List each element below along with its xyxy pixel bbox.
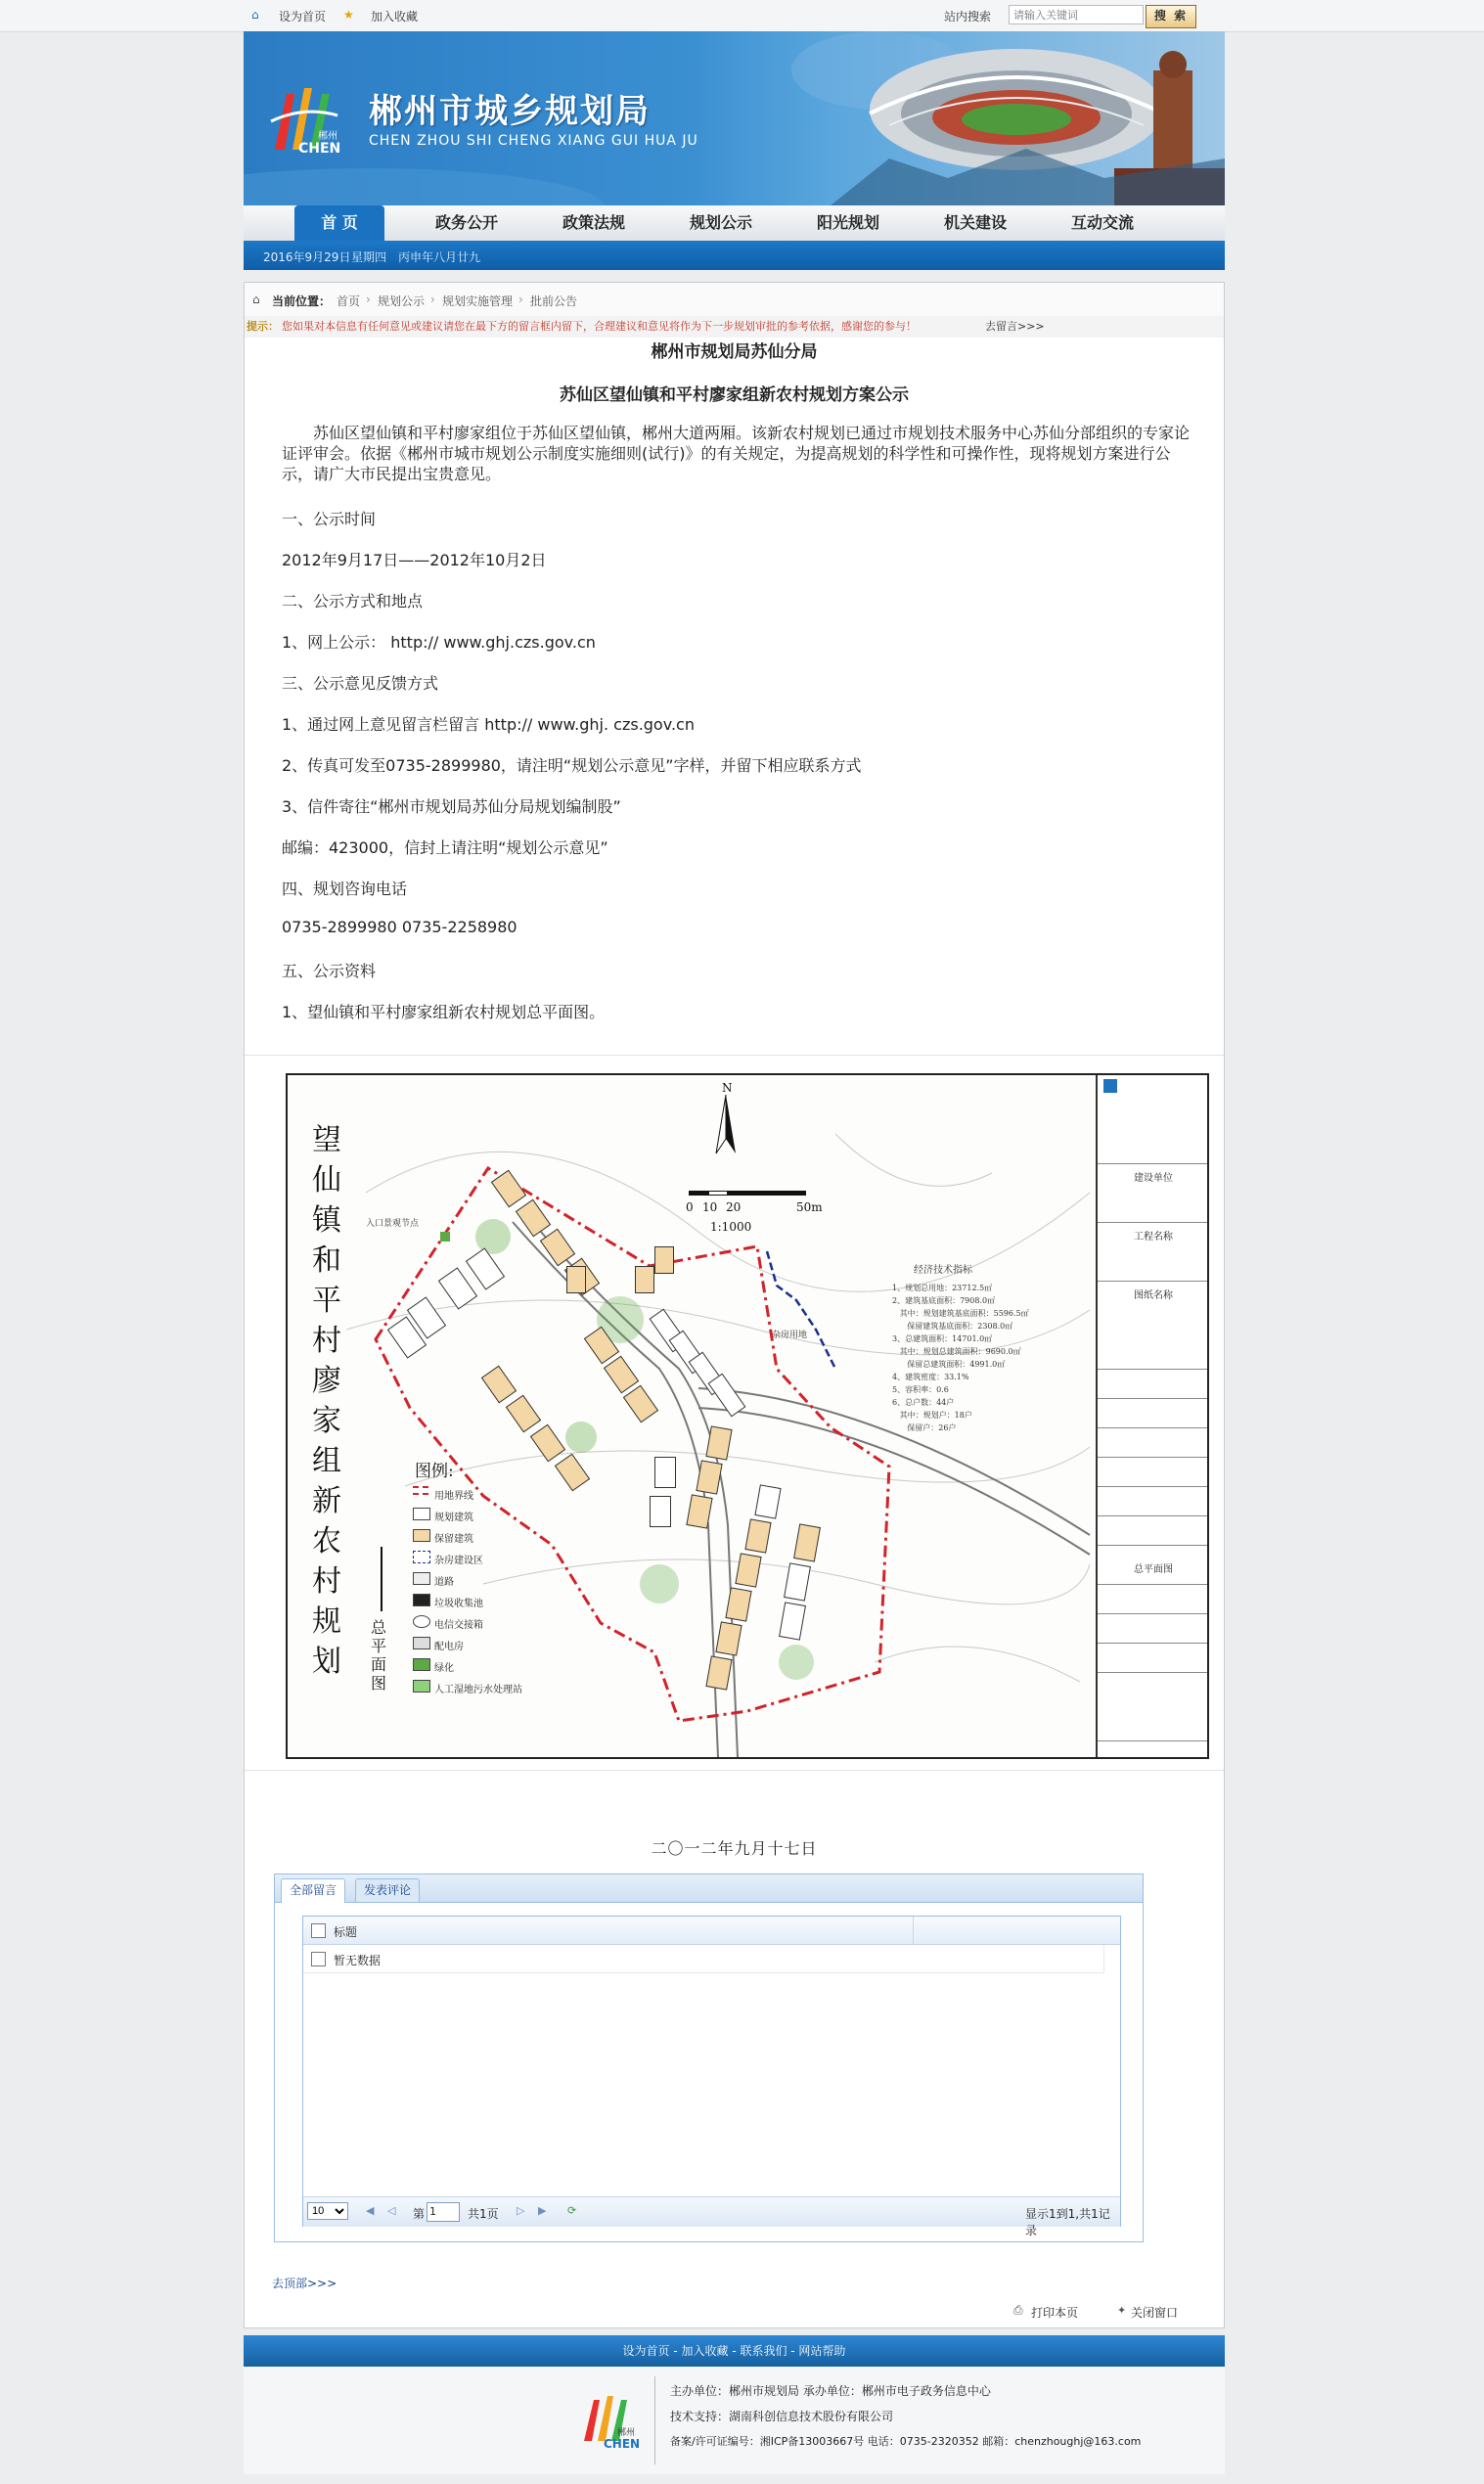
divider [245, 1055, 1224, 1056]
legend-item: 保留建筑 [434, 1534, 473, 1545]
content-panel [244, 282, 1225, 2328]
legend-swatch [413, 1486, 428, 1495]
page-input[interactable]: 1 [427, 2202, 460, 2222]
site-title: 郴州市城乡规划局 [369, 92, 651, 131]
stadium-image [870, 49, 1163, 170]
article-line: 2、传真可发至0735-2899980，请注明“规划公示意见”字样，并留下相应联系方式 [282, 756, 862, 775]
map-title-char: 组 [312, 1444, 341, 1478]
search-input[interactable] [1009, 5, 1144, 24]
nav-home[interactable]: 首 页 [294, 205, 384, 241]
map-title-char: 村 [312, 1324, 341, 1358]
legend-item: 配电房 [434, 1642, 464, 1652]
map-title-char: 镇 [312, 1203, 341, 1238]
leave-comment-link[interactable]: 去留言>>> [985, 320, 1045, 333]
legend-swatch [413, 1572, 430, 1585]
home-icon[interactable]: ⌂ [251, 8, 259, 22]
site-plan-image [286, 1073, 1209, 1759]
tb-client: 建设单位 [1134, 1173, 1173, 1184]
set-home-link[interactable]: 设为首页 [279, 10, 327, 23]
search-button[interactable]: 搜 索 [1146, 5, 1196, 28]
misc-area-line [767, 1251, 835, 1369]
scale-tick: 20 [726, 1200, 742, 1214]
map-subtitle-char: 总 [371, 1618, 387, 1637]
nav-government-affairs[interactable]: 政务公开 [434, 213, 498, 232]
legend-item: 规划建筑 [434, 1513, 473, 1523]
map-title-char: 仙 [312, 1163, 341, 1197]
section-heading: 一、公示时间 [282, 510, 377, 528]
scale-ratio: 1:1000 [710, 1220, 752, 1234]
company-logo-icon [1103, 1079, 1117, 1093]
footer [244, 2367, 1225, 2474]
breadcrumb-label: 当前位置： [272, 294, 332, 308]
tip-bar [245, 316, 1224, 338]
grid-header [303, 1917, 1120, 1945]
breadcrumb [245, 283, 1224, 317]
site-subtitle: CHEN ZHOU SHI CHENG XIANG GUI HUA JU [369, 133, 698, 149]
legend-swatch [413, 1615, 430, 1628]
map-title-char: 规 [312, 1604, 341, 1639]
econ-line: 其中：规划建筑基底面积：5596.5㎡ [892, 1309, 1029, 1318]
article-line: 0735-2899980 0735-2258980 [282, 918, 517, 936]
north-arrow-icon [697, 1085, 755, 1163]
top-bar [0, 0, 1484, 32]
econ-title: 经济技术指标 [914, 1265, 972, 1276]
table-row[interactable] [303, 1945, 1104, 1973]
refresh-icon[interactable]: ⟳ [567, 2204, 577, 2217]
current-weekday: 星期四 [351, 250, 387, 264]
close-window-link[interactable]: 关闭窗口 [1131, 2306, 1179, 2320]
lunar-date: 丙申年八月廿九 [398, 250, 481, 264]
last-page-icon[interactable]: ▶ [538, 2204, 547, 2217]
econ-line: 其中：规划户：18户 [892, 1411, 972, 1420]
legend-item: 杂房建设区 [434, 1556, 483, 1566]
article-line: 1、望仙镇和平村廖家组新农村规划总平面图。 [282, 1003, 606, 1021]
divider [245, 1770, 1224, 1771]
legend-item: 绿化 [434, 1663, 454, 1674]
chevron-right-icon: › [430, 293, 435, 306]
date-bar [244, 241, 1225, 270]
footer-logo-brand: CHEN [604, 2437, 641, 2451]
map-subtitle-char: 平 [371, 1637, 387, 1655]
econ-line: 1、规划总用地：23712.5㎡ [892, 1284, 993, 1292]
breadcrumb-implementation[interactable]: 规划实施管理 [442, 294, 514, 308]
scale-tick: 10 [702, 1200, 718, 1214]
section-heading: 三、公示意见反馈方式 [282, 674, 439, 693]
section-heading: 二、公示方式和地点 [282, 592, 424, 610]
current-date: 2016年9月29日 [263, 250, 351, 264]
legend-swatch [413, 1594, 430, 1606]
tb-sheet-name: 总平面图 [1134, 1564, 1173, 1575]
prev-page-icon[interactable]: ◁ [387, 2204, 396, 2217]
add-favorite-link[interactable]: 加入收藏 [371, 10, 419, 23]
search-label: 站内搜索 [944, 10, 992, 23]
map-title-char: 新 [312, 1484, 341, 1518]
page-prefix: 第 [413, 2207, 426, 2221]
econ-line: 6、总户数：44户 [892, 1398, 955, 1407]
logo-brand-text: CHEN [298, 141, 341, 157]
row-checkbox[interactable] [311, 1952, 326, 1966]
building-block [650, 1496, 671, 1527]
article-line: 2012年9月17日——2012年10月2日 [282, 551, 547, 569]
breadcrumb-planning-notice[interactable]: 规划公示 [378, 294, 426, 308]
building-block [635, 1266, 654, 1293]
building-block [566, 1266, 586, 1293]
article-title: 苏仙区望仙镇和平村廖家组新农村规划方案公示 [560, 385, 909, 405]
nav-organization[interactable]: 机关建设 [943, 213, 1007, 232]
econ-line: 保留建筑基底面积：2308.0㎡ [892, 1322, 1013, 1331]
tab-all-comments[interactable]: 全部留言 [281, 1878, 345, 1903]
econ-line: 保留户：26户 [892, 1423, 957, 1432]
title-block [1096, 1075, 1209, 1757]
first-page-icon[interactable]: ◀ [366, 2204, 375, 2217]
chevron-right-icon: › [366, 293, 371, 306]
article-line: 1、网上公示： http:// www.ghj.czs.gov.cn [282, 633, 596, 652]
logo-small-text: 郴州 [318, 131, 337, 142]
econ-line: 保留总建筑面积：4991.0㎡ [892, 1360, 1006, 1369]
printer-icon[interactable]: ⎙ [1013, 2303, 1023, 2317]
footer-divider [654, 2376, 655, 2464]
north-label: N [722, 1081, 733, 1095]
footer-tech: 技术支持：湖南科创信息技术股份有限公司 [670, 2410, 894, 2423]
map-title-char: 廖 [312, 1364, 341, 1398]
building-block [654, 1246, 674, 1274]
legend-item: 道路 [434, 1577, 454, 1588]
label-entrance: 入口景观节点 [366, 1219, 420, 1229]
comments-grid [302, 1916, 1121, 2237]
legend-item: 垃圾收集池 [434, 1599, 483, 1609]
map-title-char: 望 [312, 1123, 341, 1157]
site-plan-drawing [288, 1075, 1096, 1757]
legend-title: 图例: [415, 1462, 454, 1481]
footer-nav[interactable]: 设为首页 - 加入收藏 - 联系我们 - 网站帮助 [244, 2335, 1225, 2367]
map-title-char: 划 [312, 1645, 341, 1679]
select-all-checkbox[interactable] [311, 1923, 326, 1938]
map-title-char: 村 [312, 1564, 341, 1599]
scale-tick: 0 [686, 1200, 694, 1214]
legend-swatch [413, 1551, 430, 1563]
nav-planning-notice[interactable]: 规划公示 [689, 213, 752, 232]
article-line: 3、信件寄往“郴州市规划局苏仙分局规划编制股” [282, 797, 621, 816]
section-heading: 五、公示资料 [282, 962, 377, 980]
scale-bar [689, 1191, 806, 1196]
article-line: 邮编：423000，信封上请注明“规划公示意见” [282, 838, 608, 857]
tb-drawing: 图纸名称 [1134, 1290, 1173, 1301]
article-line: 1、通过网上意见留言栏留言 http:// www.ghj. czs.gov.cn [282, 715, 695, 734]
nav-interaction[interactable]: 互动交流 [1070, 213, 1134, 232]
legend-swatch [413, 1508, 430, 1520]
main-nav [244, 205, 1225, 243]
breadcrumb-pre-approval[interactable]: 批前公告 [530, 294, 578, 308]
print-page-link[interactable]: 打印本页 [1031, 2306, 1079, 2320]
column-title: 标题 [334, 1925, 358, 1939]
legend-swatch [413, 1658, 430, 1671]
econ-line: 2、建筑基底面积：7908.0㎡ [892, 1296, 996, 1305]
tip-text: 您如果对本信息有任何意见或建议请您在最下方的留言框内留下，合理建议和意见将作为下一步规划审批的参考依据，感谢您的参与！ [282, 320, 917, 333]
building-block [654, 1457, 676, 1488]
legend-swatch [413, 1680, 430, 1693]
footer-logo-small: 郴州 [617, 2428, 636, 2438]
article-intro: 苏仙区望仙镇和平村廖家组位于苏仙区望仙镇，郴州大道两厢。该新农村规划已通过市规划技术服务中心苏仙分部组织的专家论证评审会。依据《郴州市城市规划公示制度实施细则(试行)》的有关规定，为提高规划的科学性和可操作性，现将规划方案进行公示，请广大市民提出宝贵意见。 [282, 424, 1191, 483]
location-icon: ⌂ [252, 293, 260, 306]
star-icon[interactable]: ★ [343, 8, 354, 22]
legend-swatch [413, 1529, 430, 1542]
pager [303, 2196, 1120, 2237]
map-subtitle-char: 图 [371, 1674, 387, 1693]
page-size-select[interactable] [307, 2202, 348, 2220]
map-title-char: 平 [312, 1284, 341, 1318]
go-top-link[interactable]: 去顶部>>> [272, 2277, 337, 2290]
empty-row-text: 暂无数据 [334, 1954, 382, 1967]
econ-line: 4、建筑密度：33.1% [892, 1373, 969, 1381]
close-icon[interactable]: ✦ [1117, 2304, 1127, 2317]
next-page-icon[interactable]: ▷ [517, 2204, 525, 2217]
chevron-right-icon: › [518, 293, 523, 306]
map-title-char: 家 [312, 1404, 341, 1438]
section-heading: 四、规划咨询电话 [282, 880, 408, 898]
scale-bar-segment [708, 1191, 728, 1196]
econ-line: 其中：规划总建筑面积：9690.0㎡ [892, 1347, 1021, 1356]
footer-icp: 备案/许可证编号：湘ICP备13003667号 电话：0735-2320352 邮箱：chenzhoughj@163.com [670, 2435, 1142, 2448]
comment-tabs [275, 1874, 1143, 1903]
sign-date: 二〇一二年九月十七日 [651, 1839, 818, 1858]
econ-line: 5、容积率：0.6 [892, 1385, 949, 1394]
page-count: 共1页 [468, 2207, 499, 2221]
pager-summary: 显示1到1,共1记录 [1025, 2207, 1110, 2237]
tab-post-comment[interactable]: 发表评论 [355, 1878, 420, 1902]
tb-project: 工程名称 [1134, 1232, 1173, 1242]
legend-item: 用地界线 [434, 1491, 473, 1502]
breadcrumb-home[interactable]: 首页 [337, 294, 361, 308]
map-title-char: 农 [312, 1524, 341, 1558]
legend-item: 人工湿地污水处理站 [434, 1685, 522, 1695]
econ-line: 3、总建筑面积：14701.0㎡ [892, 1334, 993, 1343]
label-misc-area: 杂房用地 [772, 1331, 808, 1340]
nav-open-planning[interactable]: 阳光规划 [816, 213, 879, 232]
comments-panel [274, 1874, 1144, 2242]
map-title-char: 和 [312, 1243, 341, 1278]
tip-label: 提示： [247, 320, 279, 333]
footer-host: 主办单位：郴州市规划局 承办单位：郴州市电子政务信息中心 [670, 2384, 991, 2398]
map-subtitle-char: 面 [371, 1655, 387, 1674]
nav-policies[interactable]: 政策法规 [562, 213, 625, 232]
article-organization: 郴州市规划局苏仙分局 [651, 342, 818, 362]
legend-item: 电信交接箱 [434, 1620, 483, 1631]
legend-swatch [413, 1637, 430, 1649]
header-banner [244, 31, 1225, 205]
scale-tick: 50m [796, 1200, 823, 1214]
